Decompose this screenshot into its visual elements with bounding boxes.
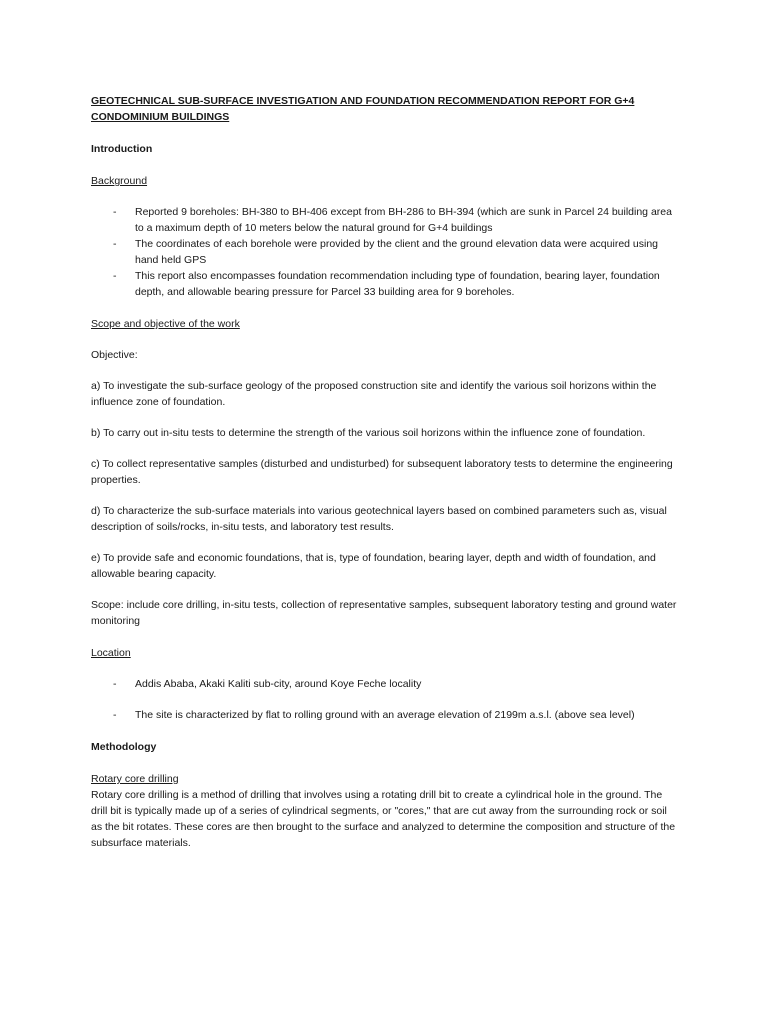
objective-label: Objective:: [91, 349, 138, 361]
introduction-heading: Introduction: [91, 143, 153, 155]
objective-b: b) To carry out in-situ tests to determine the strength of the various soil horizons within the influence zone of foundation.: [91, 427, 646, 439]
objective-c: c) To collect representative samples (disturbed and undisturbed) for subsequent laboratory tests to determine the engineering properties.: [91, 458, 673, 486]
list-item-text: Reported 9 boreholes: BH-380 to BH-406 except from BH-286 to BH-394 (which are sunk in Parcel 24 building area to a maximum depth of 10 meters below the natural ground for G+4 buildings: [135, 206, 672, 234]
location-list: [91, 676, 678, 723]
scope-text: Scope: include core drilling, in-situ tests, collection of representative samples, subsequent laboratory testing and ground water monitoring: [91, 599, 677, 627]
bullet-dash: -: [113, 709, 117, 721]
list-item: [91, 268, 678, 300]
list-item: [91, 676, 678, 692]
bullet-dash: -: [113, 270, 117, 282]
list-item-text: The site is characterized by flat to rolling ground with an average elevation of 2199m a.s.l. (above sea level): [135, 709, 635, 721]
document-title: GEOTECHNICAL SUB-SURFACE INVESTIGATION AND FOUNDATION RECOMMENDATION REPORT FOR G+4 CONDOMINIUM BUILDINGS: [91, 95, 635, 123]
scope-heading: Scope and objective of the work: [91, 318, 240, 330]
methodology-heading: Methodology: [91, 741, 157, 753]
background-heading: Background: [91, 175, 148, 187]
bullet-dash: -: [113, 206, 117, 218]
list-item: [91, 204, 678, 236]
list-item-text: Addis Ababa, Akaki Kaliti sub-city, around Koye Feche locality: [135, 678, 422, 690]
objective-e: e) To provide safe and economic foundations, that is, type of foundation, bearing layer, depth and width of foundation, and allowable bearing capacity.: [91, 552, 656, 580]
rotary-core-drilling-heading: Rotary core drilling: [91, 773, 179, 785]
objective-d: d) To characterize the sub-surface materials into various geotechnical layers based on combined parameters such as, visual description of soils/rocks, in-situ tests, and laboratory test results.: [91, 505, 667, 533]
bullet-dash: -: [113, 238, 117, 250]
rotary-core-drilling-text: Rotary core drilling is a method of drilling that involves using a rotating drill bit to create a cylindrical hole in the ground. The drill bit is typically made up of a series of cylindrical segments, or "cores," that are cut away from the surrounding rock or soil as the bit rotates. These cores are then brought to the surface and analyzed to determine the composition and structure of the subsurface materials.: [91, 789, 676, 849]
list-item: [91, 236, 678, 268]
list-item-text: The coordinates of each borehole were provided by the client and the ground elevation data were acquired using hand held GPS: [135, 238, 659, 266]
background-list: [91, 204, 678, 300]
bullet-dash: -: [113, 678, 117, 690]
list-item-text: This report also encompasses foundation recommendation including type of foundation, bearing layer, foundation depth, and allowable bearing pressure for Parcel 33 building area for 9 boreholes.: [135, 270, 660, 298]
objective-a: a) To investigate the sub-surface geology of the proposed construction site and identify the various soil horizons within the influence zone of foundation.: [91, 380, 657, 408]
location-heading: Location: [91, 647, 131, 659]
list-item: [91, 707, 678, 723]
